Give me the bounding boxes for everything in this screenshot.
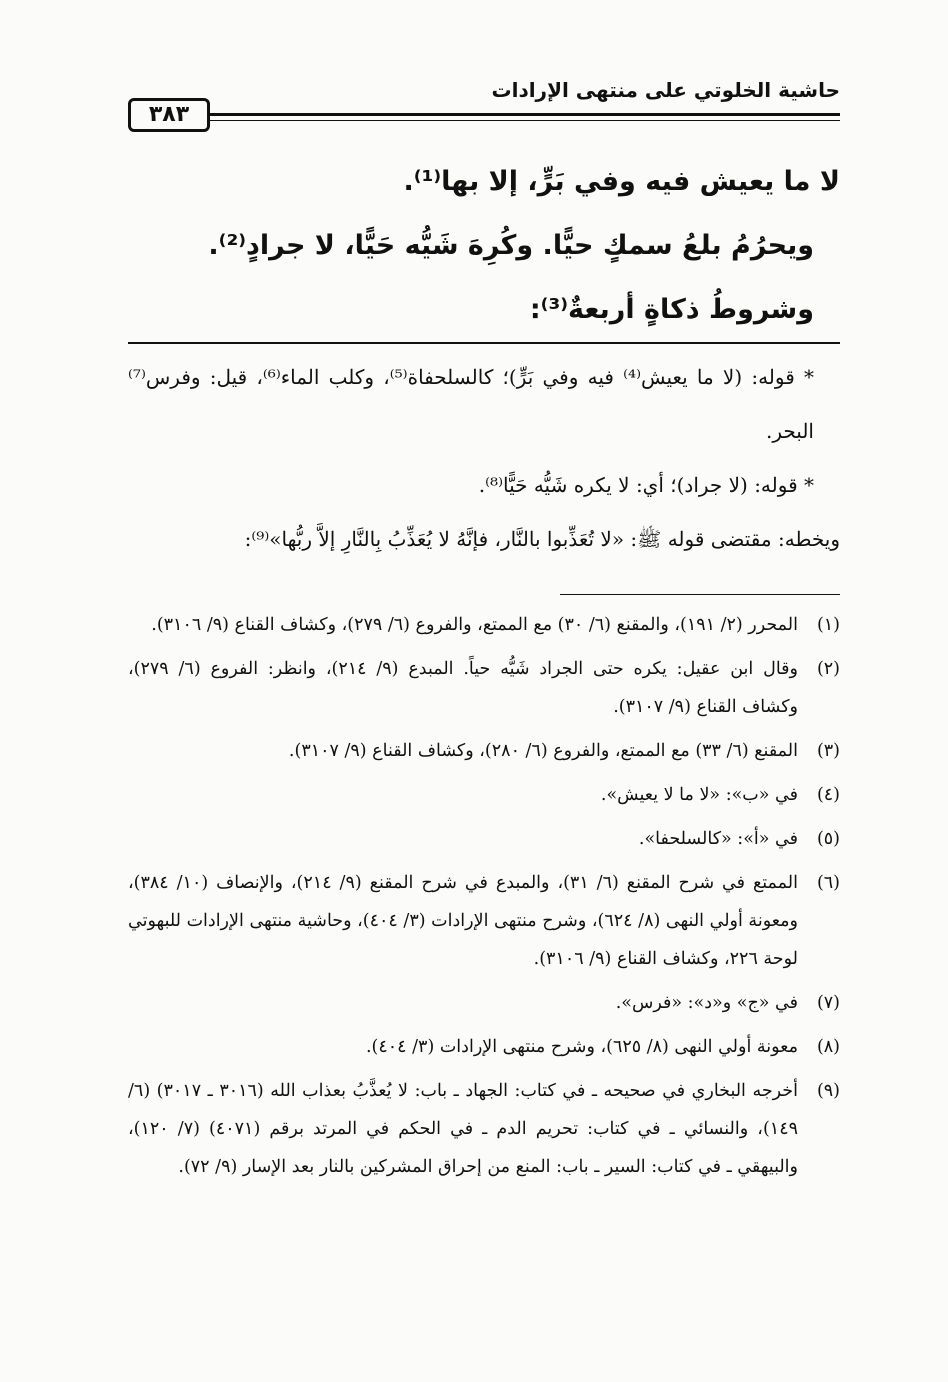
footnote-number: (١) xyxy=(816,615,840,635)
footnote-number: (٩) xyxy=(816,1081,840,1101)
footnote-text: المقنع (٦/ ٣٣) مع الممتع، والفروع (٦/ ٢٨٠)، وكشاف القناع (٩/ ٣١٠٧). xyxy=(288,741,798,761)
commentary-paragraph: * قوله: (لا جراد)؛ أي: لا يكره شَيُّه حَيًّا⁽⁸⁾. xyxy=(478,473,814,497)
footnote-number: (٥) xyxy=(816,829,840,849)
matn-line: ويحرُمُ بلعُ سمكٍ حيًّا. وكُرِهَ شَيُّه حَيًّا، لا جرادٍ⁽²⁾. xyxy=(208,230,814,261)
footnote-number: (٦) xyxy=(816,873,840,893)
commentary-paragraph: ويخطه: مقتضى قوله ﷺ: «لا تُعَذِّبوا بالنَّار، فإنَّهُ لا يُعَذِّبُ بِالنَّارِ إلاَّ ربُّها»⁽⁹⁾: xyxy=(244,527,840,551)
book-title: حاشية الخلوتي على منتهى الإرادات xyxy=(491,78,840,102)
page-number: ٣٨٣ xyxy=(128,98,210,132)
matn-line: لا ما يعيش فيه وفي بَرٍّ، إلا بها⁽¹⁾. xyxy=(403,166,840,197)
footnote xyxy=(128,864,840,978)
footnote xyxy=(128,776,840,814)
footnote-number: (٤) xyxy=(816,785,840,805)
header-rule xyxy=(210,113,840,116)
matn-line: وشروطُ ذكاةٍ أربعةٌ⁽³⁾: xyxy=(529,294,814,325)
footnote-number: (٧) xyxy=(816,993,840,1013)
commentary-paragraph: * قوله: (لا ما يعيش⁽⁴⁾ فيه وفي بَرٍّ)؛ كالسلحفاة⁽⁵⁾، وكلب الماء⁽⁶⁾، قيل: وفرس⁽⁷⁾ البحر. xyxy=(128,365,814,443)
header-rule-thin xyxy=(210,120,840,121)
footnote-number: (٣) xyxy=(816,741,840,761)
commentary xyxy=(128,350,840,566)
footnote xyxy=(128,1028,840,1066)
footnote-number: (٨) xyxy=(816,1037,840,1057)
footnote-text: وقال ابن عقيل: يكره حتى الجراد شَيُّه حياً. المبدع (٩/ ٢١٤)، وانظر: الفروع (٦/ ٢٧٩)، وكشاف القناع (٩/ ٣١٠٧). xyxy=(128,659,798,717)
footnote-text: المحرر (٢/ ١٩١)، والمقنع (٦/ ٣٠) مع الممتع، والفروع (٦/ ٢٧٩)، وكشاف القناع (٩/ ٣١٠٦). xyxy=(151,615,798,635)
footnote xyxy=(128,1072,840,1186)
footnote xyxy=(128,650,840,726)
footnotes xyxy=(128,606,840,1192)
running-header xyxy=(128,80,840,130)
footnote-text: في «ج» و«د»: «فرس». xyxy=(615,993,798,1013)
footnote-text: في «ب»: «لا ما لا يعيش». xyxy=(600,785,798,805)
footnote xyxy=(128,732,840,770)
footnote-text: في «أ»: «كالسلحفا». xyxy=(638,829,798,849)
main-text xyxy=(128,150,840,342)
footnote-separator xyxy=(560,594,840,595)
footnote-text: معونة أولي النهى (٨/ ٦٢٥)، وشرح منتهى الإرادات (٣/ ٤٠٤). xyxy=(365,1037,798,1057)
footnote xyxy=(128,984,840,1022)
footnote-number: (٢) xyxy=(816,659,840,679)
footnote xyxy=(128,820,840,858)
footnote xyxy=(128,606,840,644)
text-separator xyxy=(128,342,840,344)
footnote-text: الممتع في شرح المقنع (٦/ ٣١)، والمبدع في شرح المقنع (٩/ ٢١٤)، والإنصاف (١٠/ ٣٨٤)، ومعونة أولي النهى (٨/ ٦٢٤)، وشرح منتهى الإرادات (٣/ ٤٠٤)، وحاشية منتهى الإرادات للبهوتي لوحة ٢٢٦، وكشاف القناع (٩/ ٣١٠٦). xyxy=(128,873,798,969)
footnote-text: أخرجه البخاري في صحيحه ـ في كتاب: الجهاد ـ باب: لا يُعذَّبُ بعذاب الله (٣٠١٦ ـ ٣٠١٧) (٦/ ١٤٩)، والنسائي ـ في كتاب: تحريم الدم ـ في الحكم في المرتد برقم (٤٠٧١) (٧/ ١٢٠)، والبيهقي ـ في كتاب: السير ـ باب: المنع من إحراق المشركين بالنار بعد الإسار (٩/ ٧٢). xyxy=(128,1081,798,1177)
